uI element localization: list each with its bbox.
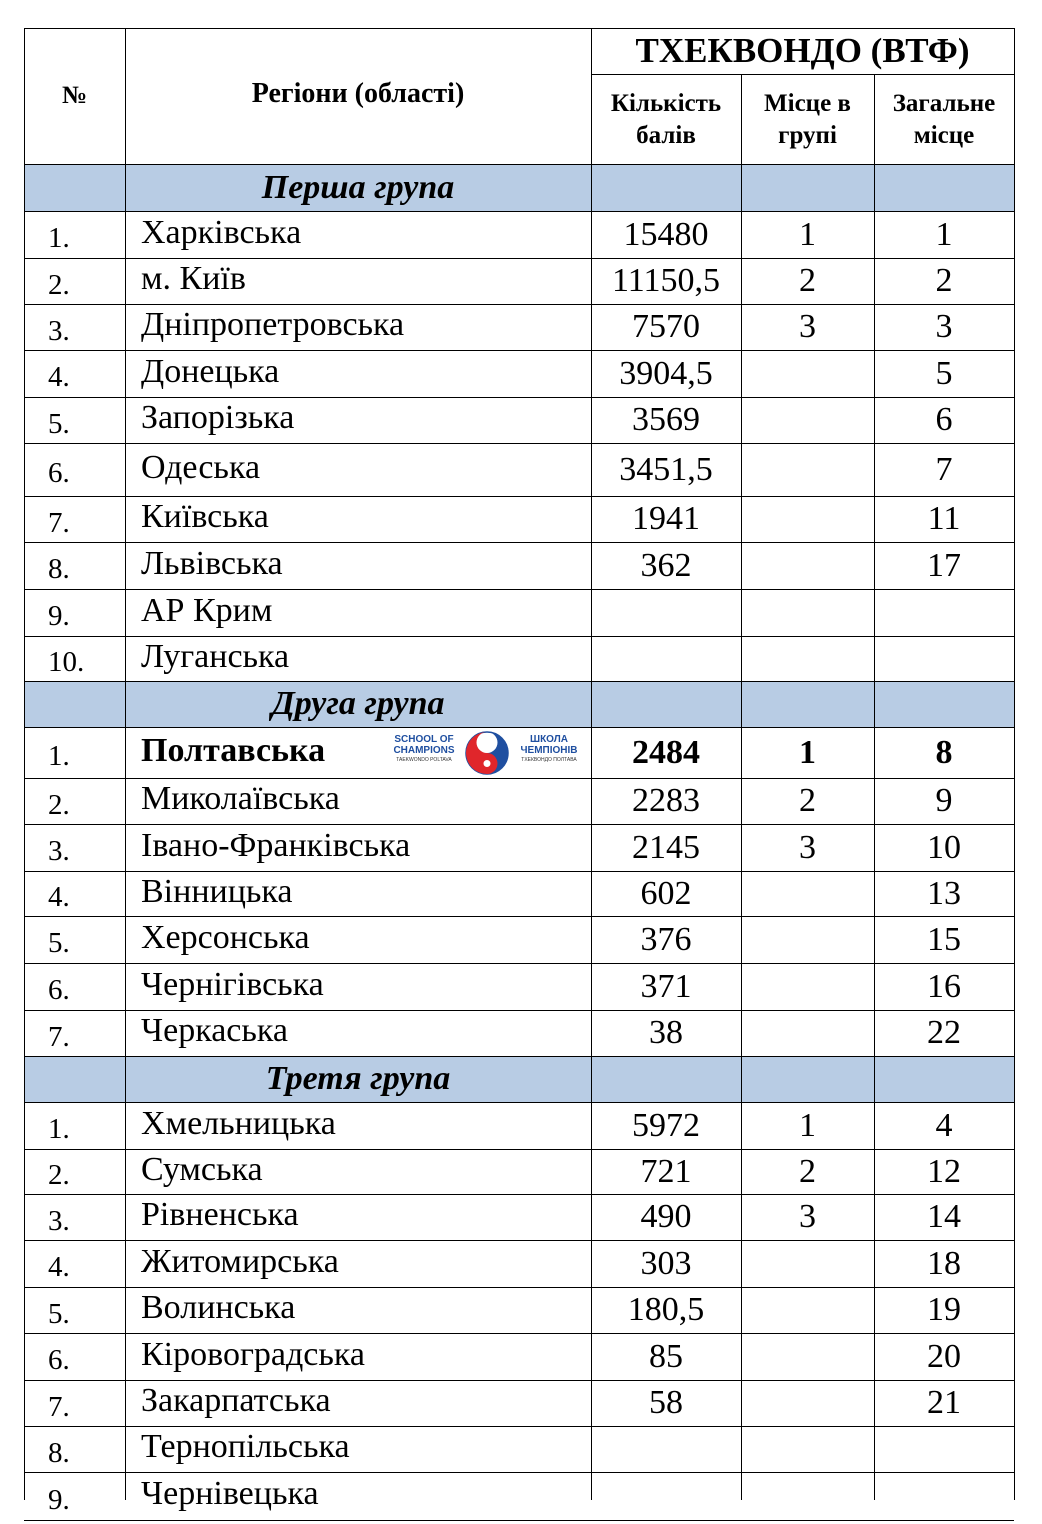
points-value: 2484 <box>632 734 700 771</box>
header-overall-place-line: Загальне <box>892 90 996 117</box>
points-value: 1941 <box>632 500 700 537</box>
row-divider <box>24 778 1014 779</box>
row-divider <box>24 496 1014 497</box>
row-number: 1. <box>48 222 70 254</box>
region-name: Дніпропетровська <box>141 306 405 343</box>
row-divider <box>24 871 1014 872</box>
group-place-value <box>741 496 874 542</box>
row-divider <box>24 1149 1014 1150</box>
overall-place-value: 2 <box>935 262 953 299</box>
group-place-value: 2 <box>799 1153 816 1190</box>
group-place-value: 3 <box>799 829 816 866</box>
points-value: 7570 <box>632 308 700 345</box>
region-name: АР Крим <box>141 592 273 629</box>
group-place-value: 3 <box>799 308 816 345</box>
column-divider <box>591 28 592 1500</box>
group-place-value: 3 <box>799 1198 816 1235</box>
points-value: 58 <box>649 1384 683 1421</box>
region-name: Полтавська <box>141 732 326 769</box>
region-name: Хмельницька <box>141 1105 336 1142</box>
header-points-line: балів <box>636 122 696 149</box>
row-number: 2. <box>48 269 70 301</box>
group-place-value <box>741 397 874 443</box>
overall-place-value: 19 <box>927 1291 961 1328</box>
group-place-value: 2 <box>799 782 816 819</box>
region-name: Донецька <box>141 353 280 390</box>
points-value <box>591 589 741 636</box>
group-place-value <box>741 1287 874 1333</box>
column-divider <box>874 74 875 1500</box>
overall-place-value <box>874 1426 1014 1472</box>
overall-place-value: 21 <box>927 1384 961 1421</box>
overall-place-value <box>874 1472 1014 1520</box>
row-divider <box>24 1472 1014 1473</box>
region-name: Сумська <box>141 1151 263 1188</box>
overall-place-value: 15 <box>927 921 961 958</box>
column-divider <box>125 28 126 1500</box>
row-number: 1. <box>48 740 70 772</box>
row-divider <box>24 1056 1014 1057</box>
overall-place-value: 7 <box>935 451 953 488</box>
row-divider <box>24 1520 1014 1521</box>
group-place-value <box>741 1426 874 1472</box>
table-right-border <box>1014 28 1015 1500</box>
row-divider <box>24 304 1014 305</box>
overall-place-value <box>874 589 1014 636</box>
region-name: Миколаївська <box>141 780 340 817</box>
overall-place-value: 12 <box>927 1153 961 1190</box>
group-place-value: 1 <box>799 216 816 253</box>
row-number: 4. <box>48 1251 70 1283</box>
overall-place-value: 11 <box>927 500 961 537</box>
row-number: 2. <box>48 1159 70 1191</box>
group-title: Друга група <box>271 685 445 722</box>
overall-place-value: 4 <box>935 1107 953 1144</box>
group-place-value: 1 <box>799 1107 816 1144</box>
header-overall-place-line: місце <box>913 122 975 149</box>
row-divider <box>24 350 1014 351</box>
yin-yang-icon <box>465 731 509 775</box>
row-divider <box>24 1102 1014 1103</box>
overall-place-value: 13 <box>927 875 961 912</box>
region-name: Черкаська <box>141 1012 288 1049</box>
region-name: Чернівецька <box>141 1475 319 1512</box>
overall-place-value: 20 <box>927 1338 961 1375</box>
points-value: 602 <box>640 875 692 912</box>
group-place-value <box>741 1010 874 1056</box>
group-place-value <box>741 1472 874 1520</box>
row-divider <box>24 1240 1014 1241</box>
overall-place-value: 18 <box>927 1245 961 1282</box>
row-divider <box>24 824 1014 825</box>
row-divider <box>24 1426 1014 1427</box>
points-value: 2283 <box>632 782 700 819</box>
header-points-line: Кількість <box>610 90 722 117</box>
points-value <box>591 1426 741 1472</box>
overall-place-value: 1 <box>935 216 953 253</box>
row-divider <box>24 1194 1014 1195</box>
group-place-value <box>741 1380 874 1426</box>
row-number: 6. <box>48 1344 70 1376</box>
region-name: Тернопільська <box>141 1428 350 1465</box>
row-divider <box>24 636 1014 637</box>
row-number: 6. <box>48 974 70 1006</box>
points-value: 85 <box>649 1338 683 1375</box>
row-number: 3. <box>48 835 70 867</box>
header-group-place-line: групі <box>778 122 837 149</box>
row-divider <box>24 443 1014 444</box>
row-number: 9. <box>48 600 70 632</box>
points-value: 371 <box>640 968 692 1005</box>
group-place-value <box>741 542 874 589</box>
table-top-border <box>24 28 1014 29</box>
row-divider <box>24 211 1014 212</box>
row-number: 5. <box>48 408 70 440</box>
group-title: Перша група <box>261 169 455 206</box>
row-divider <box>24 589 1014 590</box>
region-name: Житомирська <box>141 1243 339 1280</box>
row-number: 3. <box>48 1205 70 1237</box>
region-name: Кіровоградська <box>141 1336 365 1373</box>
row-divider <box>24 1287 1014 1288</box>
row-divider <box>24 1333 1014 1334</box>
school-of-champions-logo <box>389 731 587 775</box>
row-number: 8. <box>48 553 70 585</box>
points-value <box>591 1472 741 1520</box>
region-name: Волинська <box>141 1289 296 1326</box>
row-number: 2. <box>48 789 70 821</box>
points-value: 2145 <box>632 829 700 866</box>
group-place-value <box>741 636 874 681</box>
points-value: 721 <box>640 1153 692 1190</box>
group-place-value <box>741 350 874 397</box>
region-name: Запорізька <box>141 399 295 436</box>
row-divider <box>24 681 1014 682</box>
region-name: Київська <box>141 498 269 535</box>
table-left-border <box>24 28 25 1500</box>
row-divider <box>24 258 1014 259</box>
row-divider <box>24 963 1014 964</box>
header-overall-place <box>874 88 1014 152</box>
points-value: 362 <box>640 547 692 584</box>
header-regions: Регіони (області) <box>251 78 465 109</box>
row-divider <box>24 1010 1014 1011</box>
points-value: 376 <box>640 921 692 958</box>
sport-title: ТХЕКВОНДО (ВТФ) <box>635 31 970 70</box>
row-number: 9. <box>48 1484 70 1516</box>
points-value: 3904,5 <box>619 355 713 392</box>
points-value <box>591 636 741 681</box>
group-place-value <box>741 1240 874 1287</box>
points-value: 5972 <box>632 1107 700 1144</box>
row-number: 7. <box>48 1391 70 1423</box>
row-divider <box>24 164 1014 165</box>
row-divider <box>24 727 1014 728</box>
overall-place-value: 10 <box>927 829 961 866</box>
group-place-value: 2 <box>799 262 816 299</box>
row-number: 7. <box>48 507 70 539</box>
row-divider <box>24 397 1014 398</box>
logo-text-left: SCHOOL OF CHAMPIONS TAEKWONDO POLTAVA <box>393 734 455 763</box>
group-place-value <box>741 871 874 916</box>
overall-place-value: 8 <box>935 734 953 771</box>
header-number: № <box>61 82 88 109</box>
region-name: Херсонська <box>141 919 310 956</box>
points-value: 38 <box>649 1014 683 1051</box>
logo-text-right: ШКОЛА ЧЕМПІОНІВ ТХЕКВОНДО ПОЛТАВА <box>520 734 578 763</box>
row-number: 5. <box>48 927 70 959</box>
group-place-value <box>741 1333 874 1380</box>
group-place-value <box>741 443 874 496</box>
overall-place-value: 6 <box>935 401 953 438</box>
row-divider <box>24 542 1014 543</box>
row-number: 6. <box>48 457 70 489</box>
header-group-place-line: Місце в <box>764 90 851 117</box>
points-value: 3451,5 <box>619 451 713 488</box>
header-group-place <box>741 88 874 152</box>
region-name: Закарпатська <box>141 1382 331 1419</box>
group-place-value <box>741 963 874 1010</box>
overall-place-value: 3 <box>935 308 953 345</box>
group-place-value <box>741 589 874 636</box>
region-name: м. Київ <box>141 260 246 297</box>
row-number: 7. <box>48 1021 70 1053</box>
region-name: Вінницька <box>141 873 293 910</box>
row-divider <box>24 916 1014 917</box>
overall-place-value: 16 <box>927 968 961 1005</box>
region-name: Луганська <box>141 638 290 675</box>
overall-place-value: 22 <box>927 1014 961 1051</box>
points-value: 15480 <box>623 216 709 253</box>
header-points <box>591 88 741 152</box>
overall-place-value: 9 <box>935 782 953 819</box>
row-number: 10. <box>48 646 85 678</box>
overall-place-value: 17 <box>927 547 961 584</box>
group-place-value <box>741 916 874 963</box>
overall-place-value: 14 <box>927 1198 961 1235</box>
region-name: Івано-Франківська <box>141 827 411 864</box>
row-number: 5. <box>48 1298 70 1330</box>
row-number: 1. <box>48 1113 70 1145</box>
region-name: Рівненська <box>141 1196 299 1233</box>
row-number: 4. <box>48 881 70 913</box>
group-place-value: 1 <box>799 734 816 771</box>
points-value: 3569 <box>632 401 700 438</box>
points-value: 490 <box>640 1198 692 1235</box>
region-name: Одеська <box>141 449 261 486</box>
title-divider <box>591 74 1014 75</box>
group-title: Третя група <box>265 1060 451 1097</box>
row-number: 8. <box>48 1437 70 1469</box>
region-name: Харківська <box>141 214 302 251</box>
points-value: 11150,5 <box>612 262 720 299</box>
region-name: Львівська <box>141 545 283 582</box>
points-value: 180,5 <box>627 1291 705 1328</box>
overall-place-value <box>874 636 1014 681</box>
region-name: Чернігівська <box>141 966 324 1003</box>
row-number: 3. <box>48 315 70 347</box>
row-number: 4. <box>48 361 70 393</box>
column-divider <box>741 74 742 1500</box>
overall-place-value: 5 <box>935 355 953 392</box>
points-value: 303 <box>640 1245 692 1282</box>
row-divider <box>24 1380 1014 1381</box>
